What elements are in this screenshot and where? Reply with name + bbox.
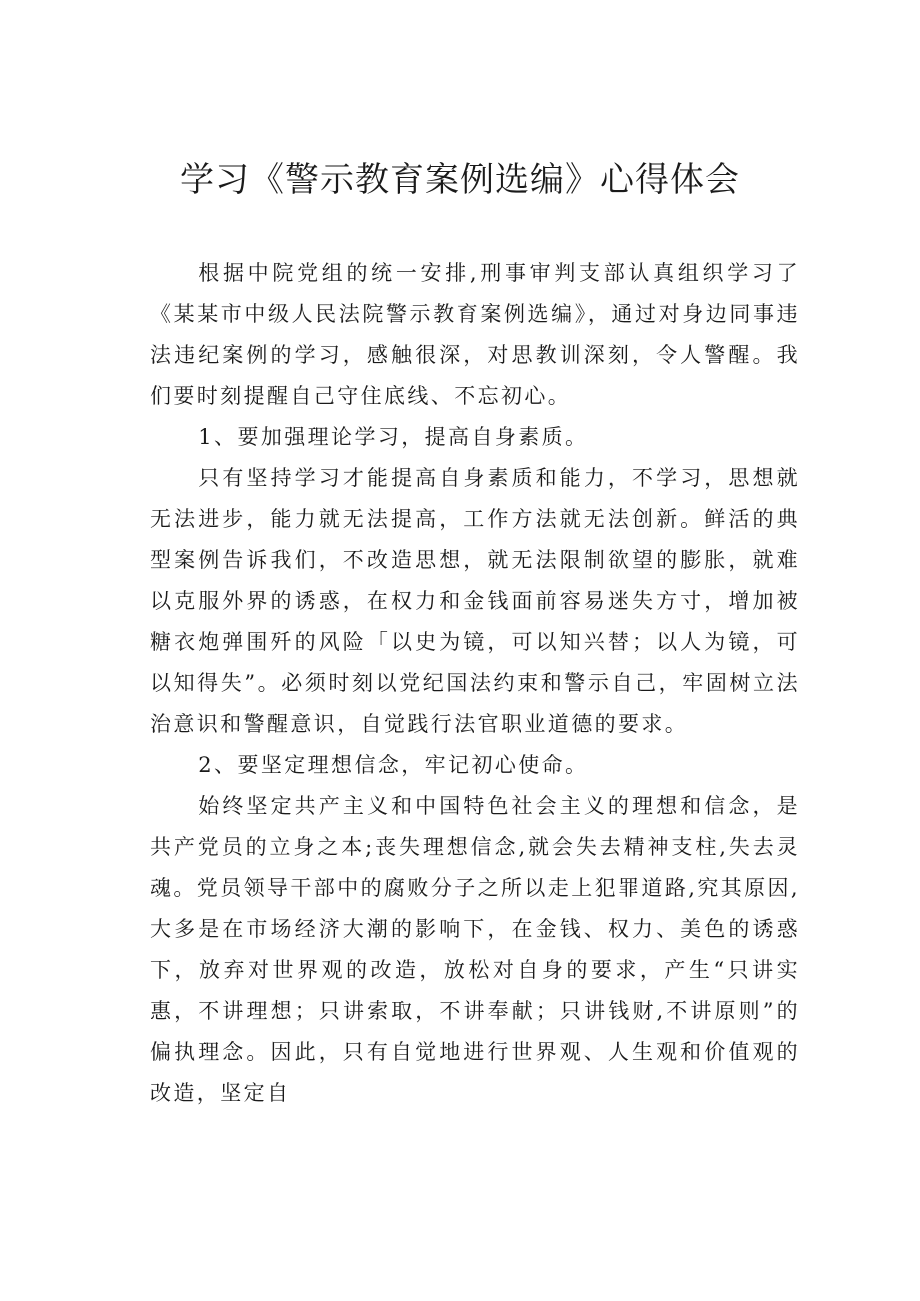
section-heading-2: 2、要坚定理想信念，牢记初心使命。: [198, 753, 589, 777]
document-body: [150, 253, 800, 1114]
paragraph-section-2: 始终坚定共产主义和中国特色社会主义的理想和信念，是共产党员的立身之本;丧失理想信念,就会失去精神支柱,失去灵魂。党员领导干部中的腐败分子之所以走上犯罪道路,究其原因,大多是在市场经济大潮的影响下，在金钱、权力、美色的诱惑下，放弃对世界观的改造，放松对自身的要求，产生“只讲实惠，不讲理想；只讲索取，不讲奉献；只讲钱财,不讲原则”的偏执理念。因此，只有自觉地进行世界观、人生观和价值观的改造，坚定自: [150, 794, 800, 1105]
paragraph-intro: 根据中院党组的统一安排,刑事审判支部认真组织学习了《某某市中级人民法院警示教育案例选编》，通过对身边同事违法违纪案例的学习，感触很深，对思教训深刻，令人警醒。我们要时刻提醒自己守住底线、不忘初心。: [150, 261, 800, 408]
document-title: 学习《警示教育案例选编》心得体会: [180, 160, 740, 200]
section-heading-1: 1、要加强理论学习，提高自身素质。: [198, 425, 589, 449]
paragraph-section-1: 只有坚持学习才能提高自身素质和能力，不学习，思想就无法进步，能力就无法提高，工作方法就无法创新。鲜活的典型案例告诉我们，不改造思想，就无法限制欲望的膨胀，就难以克服外界的诱惑，在权力和金钱面前容易迷失方寸，增加被糖衣炮弹围歼的风险「以史为镜，可以知兴替；以人为镜，可以知得失”。必须时刻以党纪国法约束和警示自己，牢固树立法治意识和警醒意识，自觉践行法官职业道德的要求。: [150, 466, 800, 736]
